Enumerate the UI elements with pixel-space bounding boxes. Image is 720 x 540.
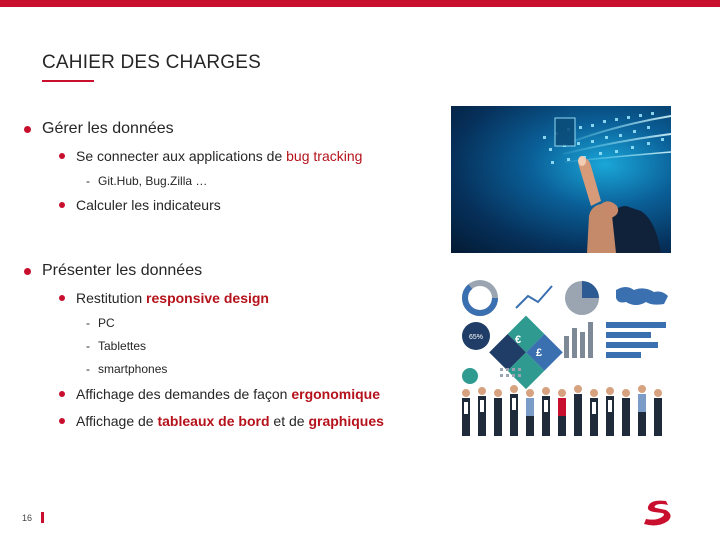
item-connect-apps — [76, 148, 362, 164]
page-number-marker — [41, 512, 44, 523]
item-text: Restitution — [76, 290, 147, 306]
item-highlight: tableaux de bord — [157, 413, 270, 429]
item-highlight: ergonomique — [291, 386, 381, 402]
infographic-image — [456, 276, 672, 438]
item-text: et de — [269, 413, 309, 429]
item-dashboards — [76, 413, 384, 429]
bullet-icon — [59, 202, 65, 208]
sub-item-smartphones: smartphones — [98, 362, 168, 376]
line-chart-icon — [516, 286, 552, 308]
infographic-illustration — [456, 276, 672, 438]
bullet-icon — [59, 391, 65, 397]
bullet-icon — [59, 153, 65, 159]
svg-text:£: £ — [536, 347, 543, 359]
dash-marker: - — [86, 362, 90, 376]
data-hand-image — [451, 106, 671, 253]
section-heading-present: Présenter les données — [42, 262, 203, 279]
item-ergonomic — [76, 386, 380, 402]
data-stream-illustration — [451, 106, 671, 253]
svg-text:€: € — [515, 334, 522, 346]
sub-item-pc: PC — [98, 316, 115, 330]
dash-marker: - — [86, 339, 90, 353]
item-text: Se connecter aux applications de — [76, 148, 287, 164]
page-number: 16 — [22, 513, 33, 523]
lock-icon — [462, 368, 478, 384]
item-highlight: graphiques — [308, 413, 384, 429]
svg-text:$: $ — [536, 309, 543, 323]
business-people-row — [462, 385, 662, 436]
sub-item-tools: Git.Hub, Bug.Zilla … — [98, 174, 208, 188]
item-text: Affichage des demandes de façon — [76, 386, 292, 402]
dash-marker: - — [86, 316, 90, 330]
bullet-icon — [59, 295, 65, 301]
bar-chart-icon — [564, 322, 593, 358]
item-highlight: responsive design — [146, 290, 269, 306]
bullet-icon — [24, 126, 31, 133]
slide-title: CAHIER DES CHARGES — [42, 52, 261, 73]
item-responsive — [76, 290, 269, 306]
item-highlight: bug tracking — [286, 148, 363, 164]
dash-marker: - — [86, 174, 90, 188]
bullet-icon — [24, 268, 31, 275]
world-map-icon — [616, 287, 668, 305]
currency-diamond-icon — [489, 316, 563, 390]
section-heading-manage: Gérer les données — [42, 120, 174, 137]
item-indicators: Calculer les indicateurs — [76, 197, 221, 213]
infographic-percent: 65% — [468, 334, 484, 341]
title-underline — [42, 80, 94, 82]
bullet-icon — [59, 418, 65, 424]
sub-item-tablets: Tablettes — [98, 339, 147, 353]
top-accent-bar — [0, 0, 720, 7]
company-logo-icon — [640, 497, 676, 527]
item-text: Affichage de — [76, 413, 158, 429]
